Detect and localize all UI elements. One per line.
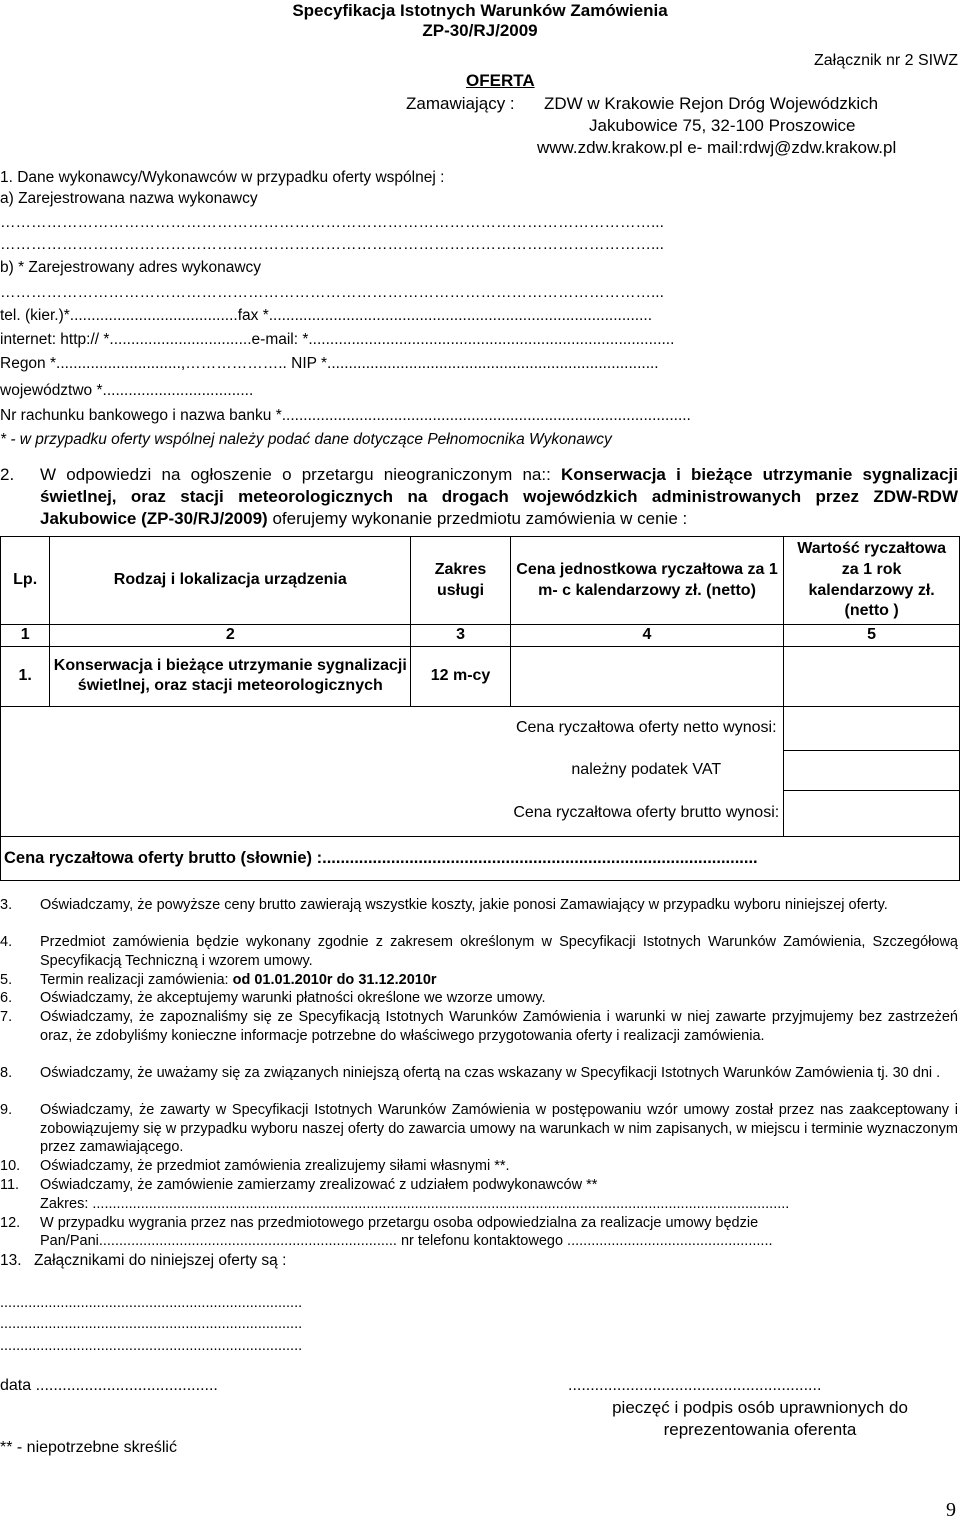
point-number: 4. xyxy=(0,934,13,950)
point-number: 6. xyxy=(0,990,13,1006)
list-item xyxy=(0,896,960,933)
summary-netto-label: Cena ryczałtowa oferty netto wynosi: xyxy=(510,706,783,750)
list-item xyxy=(0,1101,960,1157)
table-colnum-row xyxy=(1,625,960,647)
header-wartosc: Wartość ryczałtowa za 1 rok kalendarzowy zł. (netto ) xyxy=(784,537,960,625)
section2-end: oferujemy wykonanie przedmiotu zamówienia w cenie : xyxy=(267,509,688,529)
dots-line-3: ………………………………………………………………………………………………………………... xyxy=(0,284,664,301)
price-table xyxy=(0,536,960,881)
attachment-line-2[interactable]: ........................................................................... xyxy=(0,1316,303,1332)
point-number: 8. xyxy=(0,1065,13,1081)
header-cena: Cena jednostkowa ryczałtowa za 1 m- c kalendarzowy zł. (netto) xyxy=(510,537,783,625)
colnum-3: 3 xyxy=(411,625,511,647)
row-rodzaj: Konserwacja i bieżące utrzymanie sygnalizacji świetlnej, oraz stacji meteorologicznych xyxy=(50,646,411,706)
point-text[interactable]: Zakres: ............................................................................................................................................................................. xyxy=(40,1196,790,1212)
list-item xyxy=(0,1157,960,1176)
point-text: Przedmiot zamówienia będzie wykonany zgodnie z zakresem określonym w Specyfikacji Istotnych Warunków Zamówienia, Szczegółową Specyfikacją Techniczną i wzorem umowy. xyxy=(40,934,958,969)
summary-brutto-row xyxy=(1,790,960,836)
list-item xyxy=(0,1214,960,1232)
offer-title: OFERTA xyxy=(466,71,535,90)
colnum-5: 5 xyxy=(784,625,960,647)
point-number: 13. xyxy=(0,1252,22,1269)
point-number: 12. xyxy=(0,1215,21,1231)
attachment-line-1[interactable]: ........................................................................... xyxy=(0,1295,303,1311)
dots-line-2: ………………………………………………………………………………………………………………... xyxy=(0,236,664,253)
section2-intro: W odpowiedzi na ogłoszeniе o przetargu nieograniczonym na:: xyxy=(40,465,561,484)
point-text[interactable]: Pan/Pani.......................................................................... nr telefonu kontaktowego ................................................... xyxy=(40,1233,773,1249)
summary-brutto-value[interactable] xyxy=(784,790,960,836)
attachment-line-3[interactable]: ........................................................................... xyxy=(0,1338,303,1354)
client-contact: www.zdw.krakow.pl e- mail:rdwj@zdw.krakow.pl xyxy=(537,138,897,157)
point-text: Oświadczamy, że zawarty w Specyfikacji Istotnych Warunków Zamówienia w postępowaniu wzór umowy został przez nas zaakceptowany i zobowiązujemy się w przypadku wyboru naszej oferty do zawarcia umowy na warunkach w nim zapisanych, w miejscu i terminie wyznaczonym przez zamawiającego. xyxy=(40,1102,958,1155)
document-code: ZP-30/RJ/2009 xyxy=(422,21,538,40)
date-field[interactable]: data ......................................... xyxy=(0,1377,218,1394)
points-list xyxy=(0,896,960,1272)
point-text: Oświadczamy, że zapoznaliśmy się ze Specyfikacją Istotnych Warunków Zamówienia i warunki w niej zawarte przyjmujemy bez zastrzeżeń oraz, że zdobyliśmy konieczne informacje potrzebne do właściwego przygotowania oferty i realizacji zamówienia. xyxy=(40,1009,958,1044)
table-header-row xyxy=(1,537,960,625)
point-text: Oświadczamy, że przedmiot zamówienia zrealizujemy siłami własnymi **. xyxy=(40,1158,510,1174)
list-item xyxy=(0,1252,960,1272)
point-number: 11. xyxy=(0,1177,20,1193)
slownie-field[interactable]: Cena ryczałtowa oferty brutto (słownie) :............................................................................................... xyxy=(1,836,960,880)
point-text-plain: Termin realizacji zamówienia: xyxy=(40,972,233,988)
page-number: 9 xyxy=(946,1499,956,1521)
section2-text xyxy=(40,464,958,530)
section1-note: * - w przypadku oferty wspólnej należy podać dane dotyczące Pełnomocnika Wykonawcy xyxy=(0,431,612,448)
slownie-row xyxy=(1,836,960,880)
summary-vat-label: należny podatek VAT xyxy=(571,761,722,779)
section1-b-label: b) * Zarejestrowany adres wykonawcy xyxy=(0,259,262,276)
footnote: ** - niepotrzebne skreślić xyxy=(0,1439,177,1456)
row-wartosc-input[interactable] xyxy=(784,646,960,706)
list-item xyxy=(0,1008,960,1064)
header-lp: Lp. xyxy=(1,537,50,625)
header-rodzaj: Rodzaj i lokalizacja urządzenia xyxy=(50,537,411,625)
attachment-label: Załącznik nr 2 SIWZ xyxy=(813,52,958,69)
list-item xyxy=(0,989,960,1008)
point-number: 5. xyxy=(0,972,13,988)
summary-netto-row xyxy=(1,706,960,750)
colnum-4: 4 xyxy=(510,625,783,647)
internet-field: internet: http:// *.................................e-mail: *..................................................................................... xyxy=(0,331,675,348)
list-item xyxy=(0,1232,960,1252)
point-text xyxy=(40,971,958,990)
section1-heading: 1. Dane wykonawcy/Wykonawców w przypadku oferty wspólnej : xyxy=(0,169,445,186)
point-text: Oświadczamy, że powyższe ceny brutto zawierają wszystkie koszty, jakie ponosi Zamawiający w przypadku wyboru niniejszej oferty. xyxy=(40,897,888,913)
row-zakres: 12 m-cy xyxy=(411,646,511,706)
signature-dots[interactable]: ......................................................... xyxy=(568,1377,822,1394)
summary-vat-row xyxy=(1,750,960,790)
list-item xyxy=(0,1195,960,1214)
bank-field: Nr rachunku bankowego i nazwa banku *............................................................................................... xyxy=(0,407,691,424)
section2-subject: Konserwacja i bieżące utrzymanie sygnalizacji świetlnej, oraz stacji meteorologicznych na drogach wojewódzkich administrowanych przez ZDW-RDW Jakubowice (ZP-30/RJ/2009) xyxy=(40,465,958,529)
summary-brutto-label: Cena ryczałtowa oferty brutto wynosi: xyxy=(513,803,780,821)
wojewodztwo-field: województwo *................................... xyxy=(0,382,254,399)
summary-vat-value[interactable] xyxy=(784,750,960,790)
document-title: Specyfikacja Istotnych Warunków Zamówienia xyxy=(292,1,668,20)
regon-field: Regon *.............................,……………….. NIP *............................................................................. xyxy=(0,355,659,372)
point-text-bold: od 01.01.2010r do 31.12.2010r xyxy=(232,972,437,988)
list-item xyxy=(0,971,960,989)
client-label: Zamawiający : xyxy=(406,94,515,113)
point-text: Oświadczamy, że zamówienie zamierzamy zrealizować z udziałem podwykonawców ** xyxy=(40,1177,598,1193)
summary-netto-value[interactable] xyxy=(784,706,960,750)
colnum-2: 2 xyxy=(50,625,411,647)
point-number: 10. xyxy=(0,1158,21,1174)
point-number: 7. xyxy=(0,1009,13,1025)
header-zakres: Zakres usługi xyxy=(411,537,511,625)
point-text: W przypadku wygrania przez nas przedmiotowego przetargu osoba odpowiedzialna za realizacje umowy będzie xyxy=(40,1215,759,1231)
signature-label-1: pieczęć i podpis osób uprawnionych do xyxy=(612,1398,908,1417)
row-lp: 1. xyxy=(1,646,50,706)
colnum-1: 1 xyxy=(1,625,50,647)
tel-field: tel. (kier.)*.......................................fax *......................................................................................... xyxy=(0,307,652,324)
signature-label-2: reprezentowania oferenta xyxy=(663,1420,857,1439)
list-item xyxy=(0,1064,960,1101)
point-number: 9. xyxy=(0,1102,13,1118)
list-item xyxy=(0,1176,960,1195)
client-name: ZDW w Krakowie Rejon Dróg Wojewódzkich xyxy=(544,94,879,113)
section1-a-label: a) Zarejestrowana nazwa wykonawcy xyxy=(0,190,258,207)
point-text: Oświadczamy, że akceptujemy warunki płatności określone we wzorze umowy. xyxy=(40,990,546,1006)
list-item xyxy=(0,933,960,971)
client-address: Jakubowice 75, 32-100 Proszowice xyxy=(589,116,856,135)
table-row xyxy=(1,646,960,706)
point-text: Oświadczamy, że uważamy się za związanych niniejszą ofertą na czas wskazany w Specyfikacji Istotnych Warunków Zamówienia tj. 30 dni . xyxy=(40,1065,941,1081)
section2-number: 2. xyxy=(0,465,15,484)
row-cena-input[interactable] xyxy=(510,646,783,706)
point-number: 3. xyxy=(0,897,13,913)
dots-line-1: ………………………………………………………………………………………………………………... xyxy=(0,214,664,231)
point-text: Załącznikami do niniejszej oferty są : xyxy=(34,1252,287,1269)
